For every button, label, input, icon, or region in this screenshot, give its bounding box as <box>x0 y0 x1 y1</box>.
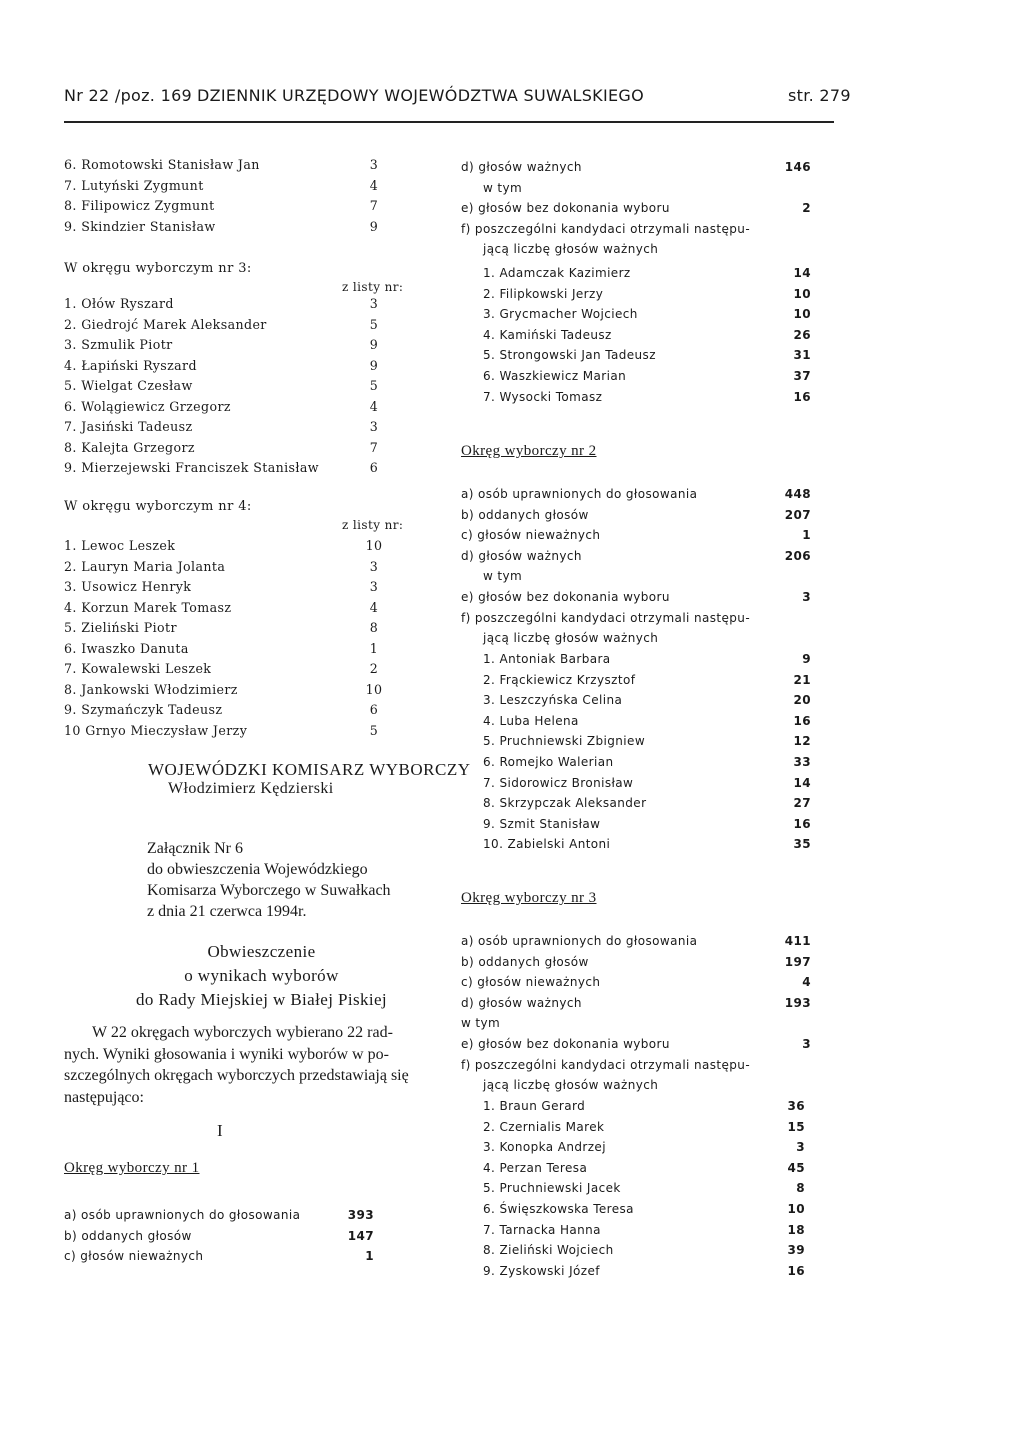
right-stats-2 <box>461 484 811 649</box>
list-item: 5. Zieliński Piotr 8 <box>64 620 379 635</box>
stat-row: d) głosów ważnych 193 <box>461 995 811 1010</box>
candidate-row: 6. Waszkiewicz Marian 37 <box>483 368 811 383</box>
stat-row: c) głosów nieważnych 1 <box>461 528 811 543</box>
komisarz-name: Włodzimierz Kędzierski <box>168 780 334 797</box>
para-line: nych. Wyniki głosowania i wyniki wyborów w po- <box>64 1045 389 1063</box>
right-block1 <box>461 157 811 260</box>
zalacznik-line: Komisarza Wyborczego w Suwałkach <box>147 882 391 899</box>
stat-row: c) głosów nieważnych 4 <box>461 975 811 990</box>
okreg3-title: Okręg wyborczy nr 3 <box>461 890 597 906</box>
title-line: Obwieszczenie <box>207 942 316 961</box>
okreg1-title: Okręg wyborczy nr 1 <box>64 1160 200 1176</box>
candidate-row: 6. Romejko Walerian 33 <box>483 754 811 769</box>
stat-row: a) osób uprawnionych do głosowania 393 <box>64 1208 374 1222</box>
candidate-row: 1. Braun Gerard 36 <box>483 1099 805 1113</box>
stat-row: e) głosów bez dokonania wyboru 2 <box>461 201 811 216</box>
list-item: 3. Usowicz Henryk 3 <box>64 579 379 594</box>
candidate-row: 8. Zieliński Wojciech 39 <box>483 1243 805 1258</box>
stat-row: d) głosów ważnych 206 <box>461 548 811 563</box>
header-rule <box>64 121 834 123</box>
candidate-row: 10. Zabielski Antoni 35 <box>483 837 811 852</box>
okreg4-list <box>64 536 414 741</box>
stat-row: w tym <box>483 180 523 195</box>
stat-row: a) osób uprawnionych do głosowania 448 <box>461 487 811 501</box>
candidate-row: 4. Perzan Teresa 45 <box>483 1160 805 1175</box>
zalacznik-line: Załącznik Nr 6 <box>147 840 243 857</box>
list-item: 6. Romotowski Stanisław Jan 3 <box>64 157 379 172</box>
candidate-row: 9. Szmit Stanisław 16 <box>483 816 811 831</box>
stat-row: f) poszczególni kandydaci otrzymali następu- <box>461 610 751 625</box>
right-stats-3 <box>461 931 811 1096</box>
list-item: 8. Jankowski Włodzimierz 10 <box>64 681 383 697</box>
candidate-row: 2. Czernialis Marek 15 <box>483 1119 805 1134</box>
header-left: Nr 22 /poz. 169 <box>64 86 193 105</box>
list-item: 9. Mierzejewski Franciszek Stanisław 6 <box>64 460 379 475</box>
candidate-row: 7. Sidorowicz Bronisław 14 <box>483 775 811 790</box>
stat-row: f) poszczególni kandydaci otrzymali następu- <box>461 221 751 236</box>
z-listy-label: z listy nr: <box>342 518 404 532</box>
stat-row: d) głosów ważnych 146 <box>461 160 811 174</box>
candidate-row: 9. Zyskowski Józef 16 <box>483 1263 805 1278</box>
list-item: 10 Grnyo Mieczysław Jerzy 5 <box>64 722 379 738</box>
z-listy-label: z listy nr: <box>342 280 404 294</box>
candidate-row: 5. Pruchniewski Jacek 8 <box>483 1181 805 1196</box>
stat-row: e) głosów bez dokonania wyboru 3 <box>461 589 811 604</box>
komisarz-title: WOJEWÓDZKI KOMISARZ WYBORCZY <box>148 760 471 779</box>
list-item: 7. Lutyński Zygmunt 4 <box>64 177 379 193</box>
candidate-row: 4. Luba Helena 16 <box>483 713 811 728</box>
list-item: 2. Lauryn Maria Jolanta 3 <box>64 558 379 574</box>
stat-row: b) oddanych głosów 207 <box>461 507 811 522</box>
stat-row: c) głosów nieważnych 1 <box>64 1249 374 1264</box>
candidate-row: 7. Tarnacka Hanna 18 <box>483 1222 805 1237</box>
stat-row: e) głosów bez dokonania wyboru 3 <box>461 1036 811 1051</box>
zalacznik-line: do obwieszczenia Wojewódzkiego <box>147 861 368 878</box>
intro-paragraph <box>64 1022 409 1108</box>
list-item: 1. Ołów Ryszard 3 <box>64 296 379 311</box>
candidate-row: 4. Kamiński Tadeusz 26 <box>483 327 811 342</box>
candidate-row: 1. Antoniak Barbara 9 <box>483 652 811 666</box>
stat-row: w tym <box>461 1016 501 1031</box>
para-line: W 22 okręgach wyborczych wybierano 22 rad- <box>92 1024 393 1041</box>
list-item: 7. Jasiński Tadeusz 3 <box>64 419 379 434</box>
candidate-row: 3. Grycmacher Wojciech 10 <box>483 307 811 322</box>
okreg2-title: Okręg wyborczy nr 2 <box>461 443 597 459</box>
zalacznik-line: z dnia 21 czerwca 1994r. <box>147 903 307 920</box>
candidate-row: 2. Frąckiewicz Krzysztof 21 <box>483 672 811 687</box>
obwieszczenie-title <box>64 940 459 1012</box>
stat-row: jącą liczbę głosów ważnych <box>483 1078 659 1093</box>
list-item: 1. Lewoc Leszek 10 <box>64 538 383 553</box>
stat-row: jącą liczbę głosów ważnych <box>483 242 659 257</box>
stat-row: b) oddanych głosów 197 <box>461 954 811 969</box>
title-line: o wynikach wyborów <box>184 966 339 985</box>
okreg3-heading: W okręgu wyborczym nr 3: <box>64 261 252 276</box>
candidate-row: 1. Adamczak Kazimierz 14 <box>483 266 811 280</box>
left-top-list <box>64 155 414 237</box>
para-line: szczególnych okręgach wyborczych przedstawiają się <box>64 1067 409 1084</box>
list-item: 8. Kalejta Grzegorz 7 <box>64 439 379 455</box>
right-candidates-2 <box>483 649 811 855</box>
list-item: 6. Wolągiewicz Grzegorz 4 <box>64 398 379 414</box>
stat-row: b) oddanych głosów 147 <box>64 1228 374 1243</box>
list-item: 9. Szymańczyk Tadeusz 6 <box>64 702 379 717</box>
zalacznik-block <box>147 838 391 922</box>
candidate-row: 8. Skrzypczak Aleksander 27 <box>483 796 811 811</box>
list-item: 8. Filipowicz Zygmunt 7 <box>64 198 379 213</box>
okreg1-stats <box>64 1205 374 1267</box>
header-title: DZIENNIK URZĘDOWY WOJEWÓDZTWA SUWALSKIEGO <box>197 86 644 105</box>
section-roman: I <box>217 1121 223 1140</box>
para-line: następująco: <box>64 1088 144 1106</box>
candidate-row: 6. Święszkowska Teresa 10 <box>483 1201 805 1216</box>
right-candidates-3 <box>483 1096 805 1281</box>
list-item: 4. Korzun Marek Tomasz 4 <box>64 599 379 615</box>
stat-row: w tym <box>483 569 523 584</box>
list-item: 5. Wielgat Czesław 5 <box>64 378 379 393</box>
stat-row: a) osób uprawnionych do głosowania 411 <box>461 934 811 948</box>
title-line: do Rady Miejskiej w Białej Piskiej <box>135 990 388 1009</box>
list-item: 3. Szmulik Piotr 9 <box>64 337 379 352</box>
right-candidates-1 <box>483 263 811 407</box>
candidate-row: 7. Wysocki Tomasz 16 <box>483 389 811 404</box>
list-item: 7. Kowalewski Leszek 2 <box>64 661 379 676</box>
stat-row: f) poszczególni kandydaci otrzymali następu- <box>461 1057 751 1072</box>
okreg4-heading: W okręgu wyborczym nr 4: <box>64 499 252 514</box>
stat-row: jącą liczbę głosów ważnych <box>483 631 659 646</box>
candidate-row: 5. Strongowski Jan Tadeusz 31 <box>483 348 811 363</box>
header-page: str. 279 <box>788 86 851 105</box>
list-item: 9. Skindzier Stanisław 9 <box>64 218 379 234</box>
list-item: 4. Łapiński Ryszard 9 <box>64 357 379 373</box>
candidate-row: 2. Filipkowski Jerzy 10 <box>483 286 811 301</box>
candidate-row: 3. Konopka Andrzej 3 <box>483 1140 805 1155</box>
list-item: 6. Iwaszko Danuta 1 <box>64 640 379 656</box>
okreg3-list <box>64 294 414 479</box>
list-item: 2. Giedrojć Marek Aleksander 5 <box>64 316 379 332</box>
candidate-row: 3. Leszczyńska Celina 20 <box>483 693 811 708</box>
candidate-row: 5. Pruchniewski Zbigniew 12 <box>483 734 811 749</box>
